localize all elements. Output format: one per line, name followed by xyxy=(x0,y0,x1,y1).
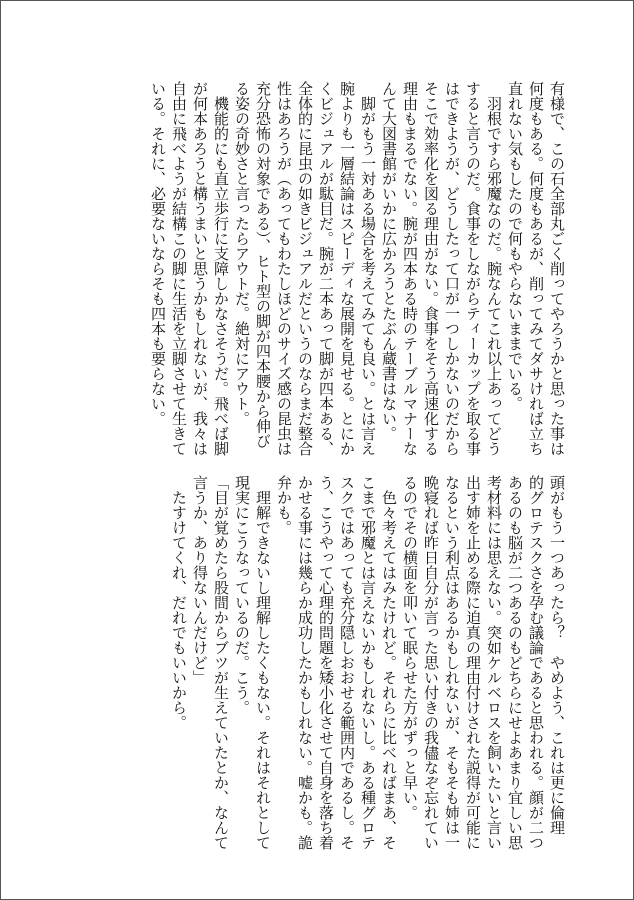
text-line: 出す姉を止める際に迫真の理由付けされた説得が可能に xyxy=(464,475,482,850)
text-line: が何本あろうと構うまいと思うかもしれないが、我々は xyxy=(191,81,209,456)
text-line: くビジュアルが駄目だ。腕が二本あって脚が四本ある、 xyxy=(317,81,335,456)
text-line: 脚がもう一対ある場合を考えてみても良い。とは言え xyxy=(359,81,377,456)
text-line: スクではあっても充分隠しおおせる範囲内であるし。そ xyxy=(338,475,356,850)
text-line: 羽根ですら邪魔なのだ。腕なんてこれ以上あってどう xyxy=(485,81,503,456)
text-line: 色々考えてはみたけれど。それらに比べればまあ、そ xyxy=(380,475,398,850)
text-line: こまで邪魔とは言えないかもしれないし。ある種グロテ xyxy=(359,475,377,850)
text-line: たすけてくれ、だれでもいいから。 xyxy=(170,475,188,730)
text-line: 言うか、あり得ないんだけど」 xyxy=(191,475,209,685)
text-line: 理由もまるでない。腕が四本ある時のテーブルマナーな xyxy=(401,81,419,456)
lower-text-block xyxy=(168,475,567,850)
text-line: 「目が覚めたら股間からブツが生えていたとか、なんて xyxy=(212,475,230,850)
text-line: 理解できないし理解したくもない。それはそれとして xyxy=(254,475,272,850)
text-line: 弁かも。 xyxy=(275,475,293,535)
text-line: あるのも脳が二つあるのもどちらにせよあまり宜しい思 xyxy=(506,475,524,850)
text-line: 現実にこうなっているのだ。こう。 xyxy=(233,475,251,715)
text-line: 晩寝れば昨日自分が言った思い付きの我儘なぞ忘れてい xyxy=(422,475,440,850)
text-line: はできようが、どうしたって口が一つしかないのだから xyxy=(443,81,461,456)
text-line: そこで効率化を図る理由がない。食事をそう高速化する xyxy=(422,81,440,456)
text-line: 何度もある。何度もあるが、削ってみてダサければ立ち xyxy=(527,81,545,456)
text-line: う、こうやって心理的問題を矮小化させて自身を落ち着 xyxy=(317,475,335,850)
text-line: いる。それに、必要ないならそも四本も要らない。 xyxy=(149,81,167,426)
text-line: すると言うのだ。食事をしながらティーカップを取る事 xyxy=(464,81,482,456)
text-line: 直れない気もしたので何もやらないままでいる。 xyxy=(506,81,524,411)
text-line: なるという利点はあるかもしれないが、そもそも姉は一 xyxy=(443,475,461,850)
text-line: 考材料には思えない。突如ケルベロスを飼いたいと言い xyxy=(485,475,503,850)
text-line: る姿の奇妙さと言ったらアウトだ。絶対にアウト。 xyxy=(233,81,251,426)
text-line: かせる事には幾らか成功したかもしれない。嘘かも。詭 xyxy=(296,475,314,850)
upper-text-block xyxy=(147,81,567,456)
text-line: 頭がもう一つあったら？ やめよう、これは更に倫理 xyxy=(548,475,566,835)
text-line: 全体的に昆虫の如きビジュアルだというのならまだ整合 xyxy=(296,81,314,456)
text-line: 充分恐怖の対象である）、ヒト型の脚が四本腰から伸び xyxy=(254,81,272,449)
text-line: 的グロテスクさを孕む議論であると思われる。顔が二つ xyxy=(527,475,545,850)
text-line: るのでその横面を叩いて眠らせた方がずっと早い。 xyxy=(401,475,419,820)
text-line: 性はあろうが（あってもわたしほどのサイズ感の昆虫は xyxy=(275,81,293,456)
text-line: 機能的にも直立歩行に支障しかなさそうだ。飛べば脚 xyxy=(212,81,230,456)
text-line: んて大図書館がいかに広かろうとたぶん蔵書はない。 xyxy=(380,81,398,441)
text-line: 有様で、この石全部丸ごく削ってやろうかと思った事は xyxy=(548,81,566,456)
text-line: 腕よりも一層結論はスピーディな展開を見せる。とにか xyxy=(338,81,356,456)
text-line: 自由に飛べようが結構この脚に生活を立脚させて生きて xyxy=(170,81,188,456)
